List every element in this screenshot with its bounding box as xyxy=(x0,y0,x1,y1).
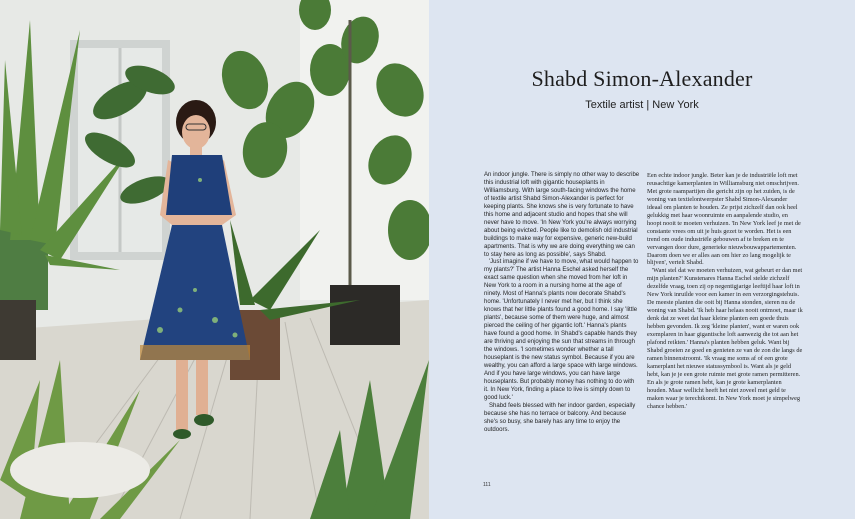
english-paragraph: An indoor jungle. There is simply no other way to describe this industrial loft with gigantic houseplants in Williamsburg. With large south-facing windows the home of textile artist Shabd Simon-Alexander is perfect for keeping plants. She knows she is very fortunate to have this home and adjacent studio and hopes that she will never have to move. 'In New York you're always worrying about being evicted. People like to demolish old industrial buildings to make way for expensive, generic new-build apartments. That is why we are doing everything we can to stay here as long as possible', says Shabd. xyxy=(484,172,640,258)
dutch-column xyxy=(647,172,803,411)
english-paragraph: Shabd feels blessed with her indoor garden, especially because she has no terrace or balcony. And because she's so busy, she barely has any time to enjoy the outdoors. xyxy=(484,402,636,433)
dutch-paragraph: Een echte indoor jungle. Beter kan je de industriële loft met reusachtige kamerplanten in Williamsburg niet omschrijven. Met grote raampartijen die gericht zijn op het zuiden, is de woning van textielontwerpster Shabd Simon-Alexander ideaal om planten te houden. Ze prijst zichzelf dan ook heel gelukkig met haar woonruimte en aanpalende studio, en hoopt nooit te moeten verhuizen. 'In New York leef je met de constante vrees om uit je huis gezet te worden. Het is een trend om oude industriële gebouwen af te breken en te vervangen door dure, generieke nieuwbouwappartementen. Daarom doen we er alles aan om hier zo lang mogelijk te blijven', vertelt Shabd. xyxy=(647,172,801,267)
article-subtitle: Textile artist | New York xyxy=(585,99,699,111)
english-column xyxy=(484,172,640,434)
dutch-paragraph: 'Want stel dat we moeten verhuizen, wat gebeurt er dan met mijn planten?' Kunstenares Hanna Eschel stelde zichzelf dezelfde vraag, toen zij op negentigjarige leeftijd haar loft in New York inruilde voor een kamer in een verzorgingstehuis. De meeste planten die ooit bij Hanna stonden, sieren nu de woning van Shabd. 'Ik heb haar helaas nooit ontmoet, maar ik denk dat ze weet dat haar kleine planten een goede thuis hebben gevonden. Ik zeg 'kleine planten', want er waren ook exemplaren in haar gigantische loft aanwezig die tot aan het plafond reikten.' Hanna's planten hebben geluk. Want bij Shabd groeien ze goed en genieten ze van de zon die langs de ramen binnenstroomt. 'Ik vraag me soms af of een grote kamerplant het nieuwe statussymbool is. Want als je geld hebt, kan je je een grote ruimte met grote ramen permitteren. En als je grote ramen hebt, kan je grote kamerplanten houden. Maar wellicht heeft het niet zoveel met geld te maken waar je terechtkomt. In New York moet je simpelweg chance hebben.' xyxy=(647,267,803,410)
english-paragraph: 'Just imagine if we have to move, what would happen to my plants?' The artist Hanna Eschel asked herself the exact same question when she moved from her loft in New York to a room in a nursing home at the age of ninety. Most of Hanna's plants now decorate Shabd's home. 'Unfortunately I never met her, but I think she knows that her little plants found a good home. I say 'little plants', because some of them were huge, and almost pierced the ceiling of her gigantic loft.' Hanna's plants have found a good home. In Shabd's capable hands they are thriving and enjoying the sun that streams in through the windows. 'I sometimes wonder whether a tall houseplant is the new status symbol. Because if you are wealthy, you can afford a large space with large windows. And if you have large windows, you can have large houseplants. But probably money has nothing to do with it. In New York, finding a place to live is simply down to good luck.' xyxy=(484,259,639,401)
page-number: 111 xyxy=(483,482,491,488)
article-title: Shabd Simon-Alexander xyxy=(531,66,753,91)
article-page xyxy=(429,0,855,519)
